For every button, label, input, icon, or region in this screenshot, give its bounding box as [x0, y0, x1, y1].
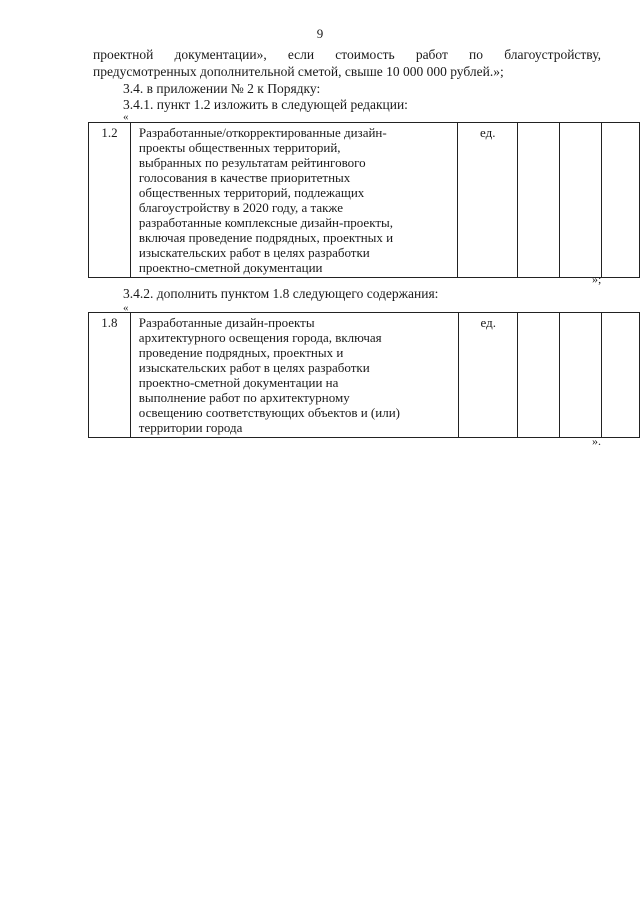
table-row: [89, 313, 640, 438]
item-description: [130, 123, 458, 278]
description-line: Разработанные/откорректированные дизайн-: [138, 125, 387, 140]
item-description: [130, 313, 458, 438]
description-line: изыскательских работ в целях разработки: [138, 360, 370, 375]
table-item-1-2: [88, 122, 640, 278]
close-quote: »;: [592, 272, 602, 286]
empty-cell: [518, 313, 560, 438]
description-line: благоустройству в 2020 году, а также: [138, 200, 344, 215]
description-line: архитектурного освещения города, включая: [138, 330, 382, 345]
description-line: изыскательских работ в целях разработки: [138, 245, 370, 260]
description-line: территории города: [138, 420, 243, 435]
open-quote: «: [123, 111, 129, 123]
empty-cell: [518, 123, 560, 278]
description-line: освещению соответствующих объектов и (или): [138, 405, 400, 420]
empty-cell: [559, 123, 601, 278]
description-line: выполнение работ по архитектурному: [138, 390, 350, 405]
description-line: включая проведение подрядных, проектных и: [138, 230, 394, 245]
paragraph-line: 3.4. в приложении № 2 к Порядку:: [123, 81, 321, 96]
paragraph-line: 3.4.2. дополнить пунктом 1.8 следующего содержания:: [123, 286, 439, 301]
description-line: Разработанные дизайн-проекты: [138, 315, 315, 330]
description-line: общественных территорий, подлежащих: [138, 185, 365, 200]
empty-cell: [601, 313, 639, 438]
description-line: проектно-сметной документации на: [138, 375, 339, 390]
open-quote: «: [123, 302, 129, 314]
table-item-1-8: [88, 312, 640, 438]
item-number: 1.8: [89, 313, 131, 438]
description-line: выбранных по результатам рейтингового: [138, 155, 366, 170]
description-line: проекты общественных территорий,: [138, 140, 341, 155]
close-quote: ».: [592, 434, 601, 448]
table-row: [89, 123, 640, 278]
paragraph-line: проектной документации», если стоимость работ по благоустройству,: [93, 47, 601, 62]
paragraph-line: 3.4.1. пункт 1.2 изложить в следующей редакции:: [123, 97, 408, 112]
item-unit: ед.: [458, 123, 518, 278]
empty-cell: [560, 313, 602, 438]
item-unit: ед.: [459, 313, 518, 438]
item-number: 1.2: [89, 123, 131, 278]
description-line: голосования в качестве приоритетных: [138, 170, 351, 185]
page-number: 9: [316, 26, 324, 41]
description-line: проведение подрядных, проектных и: [138, 345, 344, 360]
paragraph-line: предусмотренных дополнительной сметой, свыше 10 000 000 рублей.»;: [93, 64, 504, 79]
empty-cell: [601, 123, 639, 278]
description-line: разработанные комплексные дизайн-проекты,: [138, 215, 394, 230]
description-line: проектно-сметной документации: [138, 260, 323, 275]
